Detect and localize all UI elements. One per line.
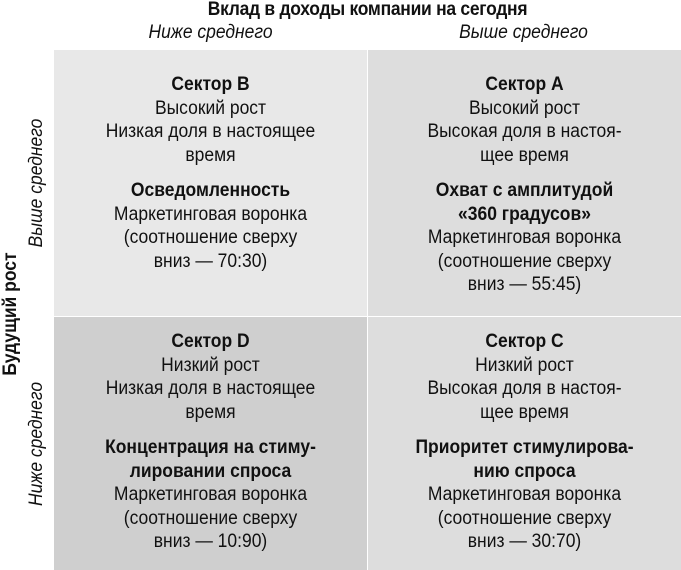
share-label-line: щее время [480,144,569,166]
growth-label: Высокий рост [468,97,581,119]
share-label-line: Высокая доля в настоя- [427,378,622,399]
strategy-title-line: «360 градусов» [458,203,591,225]
row-header-high-container [22,50,52,316]
share-label-line: Низкая доля в настоящее [105,378,316,399]
ratio-line: (соотношение сверху [437,250,612,272]
y-axis-title: Будущий рост [0,252,21,376]
funnel-label: Маркетинговая воронка [113,484,308,505]
quadrant-sector-a [368,50,681,316]
ratio-line: (соотношение сверху [123,507,298,529]
ratio-line: вниз — 70:30) [153,250,268,272]
funnel-label: Маркетинговая воронка [427,484,622,505]
row-header-low: Ниже среднего [26,381,47,506]
share-label-line: Низкая доля в настоящее [105,121,316,142]
growth-label: Высокий рост [154,97,267,119]
strategy-title-line: Приоритет стимулирова- [415,437,634,458]
quadrant-sector-b [54,50,367,316]
ratio-line: (соотношение сверху [123,227,298,248]
ratio-line: вниз — 10:90) [153,531,268,552]
share-label-line: щее время [480,401,569,423]
column-header-high: Выше среднего [459,22,588,43]
quadrant-sector-c [368,317,681,570]
sector-title: Сектор D [171,331,250,352]
x-axis-title: Вклад в доходы компании на сегодня [207,0,528,20]
ratio-line: вниз — 55:45) [467,274,582,295]
row-header-high: Выше среднего [26,118,47,248]
share-label-line: время [185,144,236,166]
strategy-title-line: Осведомленность [130,180,291,201]
growth-label: Низкий рост [475,354,574,376]
growth-label: Низкий рост [161,354,260,376]
share-label-line: время [185,401,236,423]
share-label-line: Высокая доля в настоя- [427,121,622,142]
strategy-title-line: Концентрация на стиму- [105,437,316,458]
strategy-title-line: нию спроса [473,460,576,482]
strategy-title-line: лировании спроса [129,460,292,482]
quadrant-sector-d [54,317,367,570]
row-header-low-container [22,317,52,570]
y-axis-title-container [0,0,22,570]
sector-title: Сектор C [485,331,564,352]
ratio-line: (соотношение сверху [437,507,612,529]
column-header-low: Ниже среднего [148,22,273,43]
strategy-title-line: Охват с амплитудой [435,180,614,201]
sector-title: Сектор B [171,74,250,95]
sector-title: Сектор A [485,74,564,95]
funnel-label: Маркетинговая воронка [427,227,622,248]
funnel-label: Маркетинговая воронка [113,203,308,225]
ratio-line: вниз — 30:70) [467,531,582,552]
